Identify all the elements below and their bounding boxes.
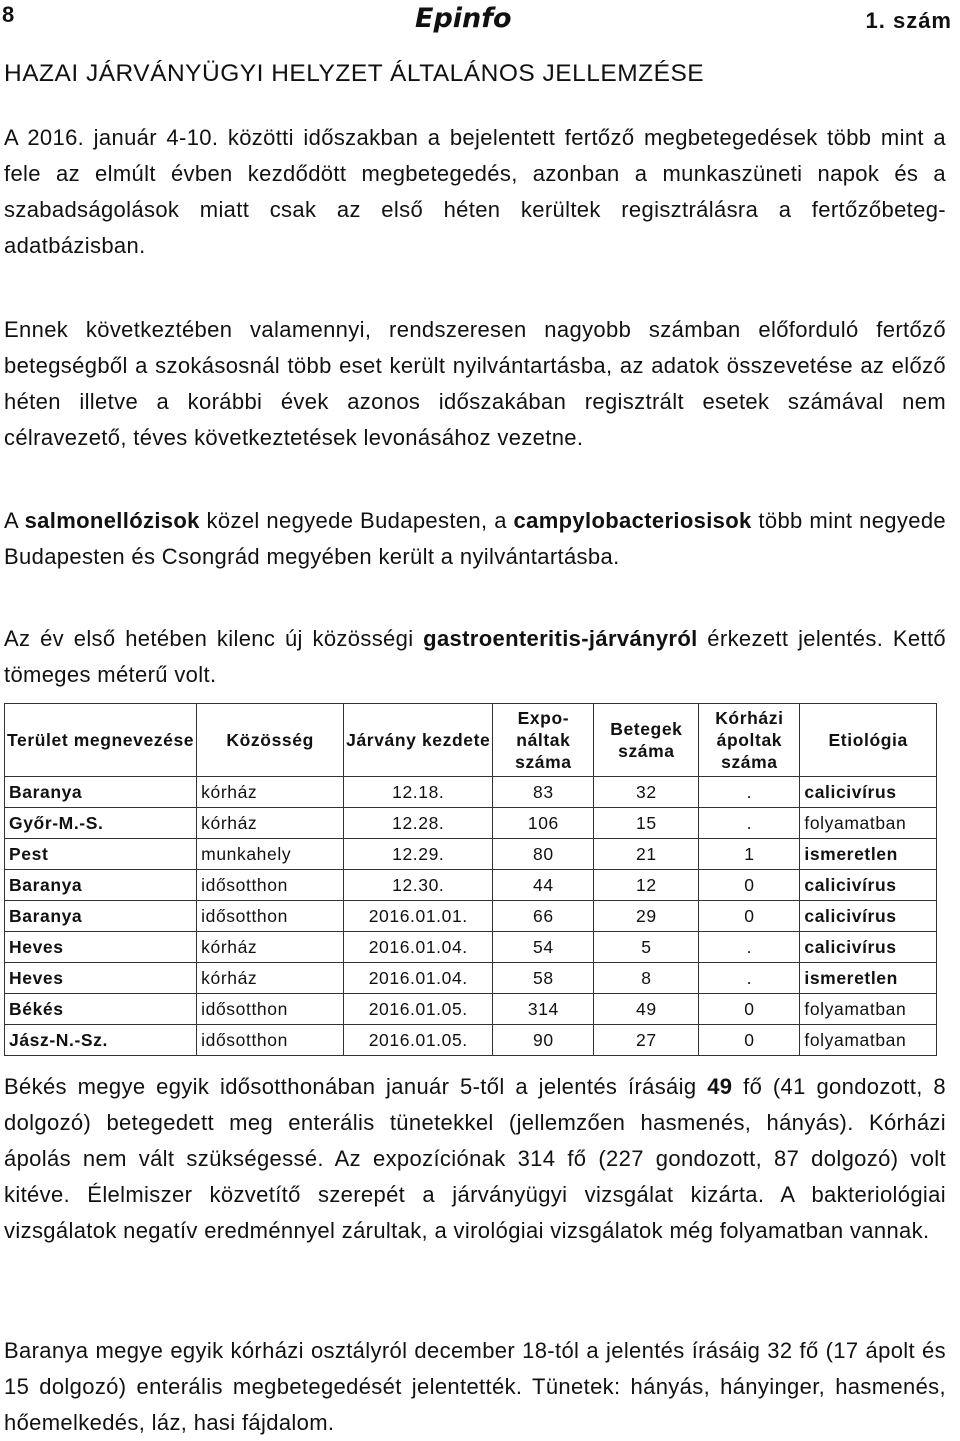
table-row <box>5 808 937 839</box>
header-sick: Betegek száma <box>594 704 699 777</box>
cell-community: kórház <box>197 777 344 808</box>
cell-community: kórház <box>197 808 344 839</box>
cell-sick: 8 <box>594 963 699 994</box>
cell-community: idősotthon <box>197 994 344 1025</box>
cell-community: idősotthon <box>197 901 344 932</box>
cell-etiology: ismeretlen <box>800 839 937 870</box>
cell-sick: 32 <box>594 777 699 808</box>
header-exposed: Expo- náltak száma <box>493 704 594 777</box>
cell-sick: 15 <box>594 808 699 839</box>
cell-area: Baranya <box>5 870 197 901</box>
header-start: Járvány kezdete <box>344 704 493 777</box>
text-segment: érkezett jelentés. Kettő tömeges méterű volt. <box>4 626 946 687</box>
cell-area: Heves <box>5 932 197 963</box>
campylobacteriosis-term: campylobacteriosisok <box>513 508 752 533</box>
cell-hospital: 0 <box>699 1025 800 1056</box>
paragraph-bekes <box>4 1069 946 1249</box>
text-segment: Békés megye egyik idősotthonában január 5-től a jelentés írásáig <box>4 1074 708 1099</box>
cell-sick: 5 <box>594 932 699 963</box>
cell-exposed: 106 <box>493 808 594 839</box>
cell-hospital: . <box>699 808 800 839</box>
header-hospital: Kórházi ápoltak száma <box>699 704 800 777</box>
header-area: Terület megnevezése <box>5 704 197 777</box>
cell-exposed: 58 <box>493 963 594 994</box>
cell-hospital: . <box>699 777 800 808</box>
gastroenteritis-term: gastroenteritis-járványról <box>423 626 698 651</box>
cell-etiology: folyamatban <box>800 1025 937 1056</box>
paragraph-intro: A 2016. január 4-10. közötti időszakban a bejelentett fertőző megbetegedések több mint a fele az elmúlt évben kezdődött megbetegedés, azonban a munkaszüneti napok és a szabadságolások miatt csak az első héten kerültek regisztrálásra a fertőzőbeteg-adatbázisban. <box>4 125 946 258</box>
text-segment: közel negyede Budapesten, a <box>199 508 514 533</box>
cell-hospital: 0 <box>699 870 800 901</box>
cell-hospital: 0 <box>699 994 800 1025</box>
page-number: 8 <box>2 2 15 27</box>
cell-community: munkahely <box>197 839 344 870</box>
cell-area: Győr-M.-S. <box>5 808 197 839</box>
cell-hospital: 1 <box>699 839 800 870</box>
text-segment: több mint negyede Budapesten és Csongrád megyében került a nyilvántartásba. <box>4 508 946 569</box>
cell-exposed: 66 <box>493 901 594 932</box>
text-segment: fő (41 gondozott, 8 dolgozó) betegedett meg enterális tünetekkel (jellemzően hasmenés, hányás). Kórházi ápolás nem vált szükségessé. Az expozíciónak 314 fő (227 gondozott, 87 dolgozó) volt kitéve. Élelmiszer közvetítő szerepét a járványügyi vizsgálat kizárta. A bakteriológiai vizsgálatok negatív eredménnyel zárultak, a virológiai vizsgálatok még folyamatban vannak. <box>4 1074 947 1243</box>
cell-hospital: . <box>699 932 800 963</box>
cell-area: Pest <box>5 839 197 870</box>
cell-start: 12.18. <box>344 777 493 808</box>
table-row <box>5 932 937 963</box>
cell-etiology: calicivírus <box>800 901 937 932</box>
header-community: Közösség <box>197 704 344 777</box>
cell-start: 2016.01.04. <box>344 963 493 994</box>
paragraph-baranya: Baranya megye egyik kórházi osztályról december 18-tól a jelentés írásáig 32 fő (17 ápolt és 15 dolgozó) enterális megbetegedését jelentették. Tünetek: hányás, hányinger, hasmenés, hőemelkedés, láz, hasi fájdalom. <box>4 1338 946 1435</box>
table-row <box>5 1025 937 1056</box>
cell-etiology: calicivírus <box>800 777 937 808</box>
cell-community: idősotthon <box>197 870 344 901</box>
cell-start: 2016.01.04. <box>344 932 493 963</box>
cell-exposed: 54 <box>493 932 594 963</box>
cell-area: Jász-N.-Sz. <box>5 1025 197 1056</box>
paragraph-salmonella <box>4 503 946 575</box>
cell-etiology: folyamatban <box>800 994 937 1025</box>
cell-community: idősotthon <box>197 1025 344 1056</box>
cell-exposed: 80 <box>493 839 594 870</box>
table-row <box>5 994 937 1025</box>
cell-sick: 29 <box>594 901 699 932</box>
table-row <box>5 777 937 808</box>
cell-area: Baranya <box>5 777 197 808</box>
epinfo-logo: Epinfo <box>415 3 512 34</box>
cell-etiology: calicivírus <box>800 932 937 963</box>
table-row <box>5 963 937 994</box>
cell-start: 2016.01.01. <box>344 901 493 932</box>
table-row <box>5 901 937 932</box>
cell-community: kórház <box>197 932 344 963</box>
cell-exposed: 83 <box>493 777 594 808</box>
cell-start: 2016.01.05. <box>344 994 493 1025</box>
cell-sick: 21 <box>594 839 699 870</box>
text-segment: A <box>4 508 25 533</box>
cell-etiology: folyamatban <box>800 808 937 839</box>
cell-sick: 27 <box>594 1025 699 1056</box>
cell-area: Békés <box>5 994 197 1025</box>
paragraph-outbreaks <box>4 621 946 693</box>
cell-hospital: 0 <box>699 901 800 932</box>
cell-exposed: 314 <box>493 994 594 1025</box>
text-segment: Az év első hetében kilenc új közösségi <box>4 626 424 651</box>
header-etiology: Etiológia <box>800 704 937 777</box>
outbreak-table <box>4 703 937 1056</box>
cell-start: 2016.01.05. <box>344 1025 493 1056</box>
page-title: HAZAI JÁRVÁNYÜGYI HELYZET ÁLTALÁNOS JELLEMZÉSE <box>4 60 705 87</box>
table-header-row <box>5 704 937 777</box>
table-row <box>5 839 937 870</box>
cell-sick: 12 <box>594 870 699 901</box>
cell-start: 12.28. <box>344 808 493 839</box>
cell-exposed: 44 <box>493 870 594 901</box>
cell-etiology: ismeretlen <box>800 963 937 994</box>
cell-hospital: . <box>699 963 800 994</box>
cell-community: kórház <box>197 963 344 994</box>
cell-area: Baranya <box>5 901 197 932</box>
cell-start: 12.30. <box>344 870 493 901</box>
cell-sick: 49 <box>594 994 699 1025</box>
issue-number: 1. szám <box>865 8 952 33</box>
cell-area: Heves <box>5 963 197 994</box>
paragraph-consequence: Ennek következtében valamennyi, rendszeresen nagyobb számban előforduló fertőző betegségből a szokásosnál több eset került nyilvántartásba, az adatok összevetése az előző héten illetve a korábbi évek azonos időszakában regisztrált esetek számával nem célravezető, téves következtetések levonásához vezetne. <box>4 317 946 450</box>
cell-start: 12.29. <box>344 839 493 870</box>
cell-exposed: 90 <box>493 1025 594 1056</box>
salmonellosis-term: salmonellózisok <box>24 508 200 533</box>
cell-etiology: calicivírus <box>800 870 937 901</box>
sick-count: 49 <box>707 1074 733 1099</box>
table-row <box>5 870 937 901</box>
